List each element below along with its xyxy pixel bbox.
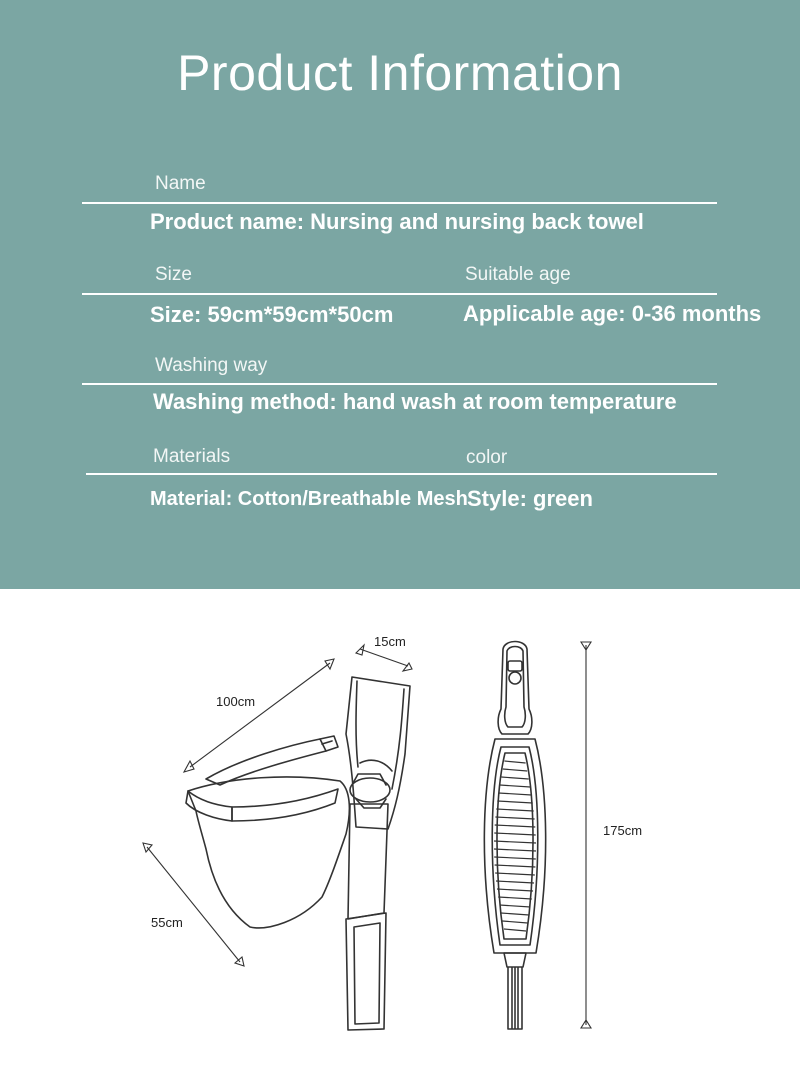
mesh-stripe	[494, 833, 535, 835]
width-dimension: 15cm	[374, 634, 406, 649]
divider	[82, 383, 717, 385]
mesh-stripe	[500, 905, 531, 907]
mesh-stripe	[501, 777, 528, 779]
mesh-stripe	[497, 801, 532, 803]
name-label: Name	[155, 173, 206, 194]
mesh-stripe	[502, 921, 527, 923]
mesh-stripe	[498, 897, 532, 899]
materials-value: Material: Cotton/Breathable Mesh	[150, 488, 468, 510]
mesh-stripe	[503, 769, 527, 771]
height-dimension: 175cm	[603, 823, 643, 838]
product-diagram	[0, 589, 800, 1091]
mesh-stripe	[496, 881, 534, 883]
divider	[82, 202, 717, 204]
materials-label: Materials	[153, 446, 231, 467]
mesh-stripe	[495, 817, 534, 819]
age-value: Applicable age: 0-36 months	[463, 301, 762, 326]
mesh-stripe	[495, 825, 536, 827]
mesh-stripe	[494, 857, 536, 859]
mesh-stripe	[496, 809, 533, 811]
mesh-stripe	[494, 841, 536, 843]
mesh-stripe	[501, 913, 529, 915]
washing-value: Washing method: hand wash at room temperature	[153, 389, 677, 414]
mesh-stripe	[494, 849, 536, 851]
mesh-stripe	[497, 889, 533, 891]
color-value: Style: green	[467, 486, 593, 511]
sling-line-drawing	[0, 589, 800, 1091]
age-label: Suitable age	[465, 264, 571, 285]
mesh-stripe	[495, 873, 535, 875]
mesh-stripe	[504, 761, 525, 763]
divider	[86, 473, 717, 475]
mesh-stripe	[495, 865, 536, 867]
length-dimension: 100cm	[216, 694, 256, 709]
depth-dimension: 55cm	[151, 915, 183, 930]
mesh-stripe	[499, 793, 532, 795]
page-title: Product Information	[177, 45, 623, 101]
name-value: Product name: Nursing and nursing back towel	[150, 209, 644, 234]
mesh-stripe	[500, 785, 530, 787]
color-label: color	[466, 447, 508, 468]
size-label: Size	[155, 264, 192, 285]
divider	[82, 293, 717, 295]
washing-label: Washing way	[155, 355, 268, 376]
mesh-stripe	[504, 929, 526, 931]
size-value: Size: 59cm*59cm*50cm	[150, 302, 394, 327]
